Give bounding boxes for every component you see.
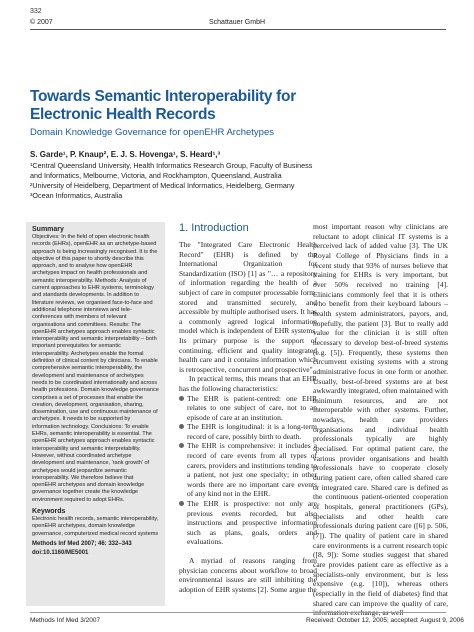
affiliations	[30, 161, 330, 201]
intro-paragraph: A myriad of reasons ranging from physician concerns about workflow to broad environmental issues are still inhibiting the adoption of EHR systems [2]. Some argue the	[179, 556, 317, 594]
bullet-icon	[179, 443, 184, 448]
footer-rule	[30, 612, 446, 613]
keywords-heading: Keywords	[32, 507, 66, 515]
intro-paragraph: In practical terms, this means that an EHR has the following characteristics:	[179, 374, 317, 393]
list-item-text: The EHR is comprehensive: it includes a record of care events from all types of carers, providers and institutions tending to a patient, not just one specialty; in other words there are no important care events of any kind not in the EHR.	[187, 441, 317, 499]
summary-box	[26, 222, 165, 606]
publisher: Schattauer GmbH	[209, 19, 266, 26]
list-item	[179, 394, 317, 423]
body-paragraph: most important reason why clinicians are reluctant to adopt clinical IT systems is a perceived lack of added value [3]. The UK Royal College of Physicians finds in a recent study that 93% of nurses believe that training for EHRs is very important, but over 50% received no training [4]. Clinicians commonly feel that it is others who benefit from their keyboard labours – health system administrators, payors, and, hopefully, the patient [3]. But to really add value for the clinician it is still often necessary to develop best-of-breed systems (e.g. [5]). Frequently, these systems then circumvent existing systems with a strong administrative focus in one form or another. Usually, best-of-breed systems are at best awkwardly integrated, often maintained with minimum resources, and are not interoperable with other systems. Further, nowadays, health care providers organisations and individual health professionals typically are highly specialised. For optimal patient care, the various provider organisations and health professionals have to cooperate closely during patient care, often called shared care or integrated care. Shared care is defined as the continuous patient-oriented cooperation of hospitals, general practitioners (GPs), specialists and other health care professionals during patient care ([6] p. 506, [7]). The quality of patient care in shared care environments is a current research topic ([8, 9]): Some studies suggest that shared care provides patient care as effective as a specialists-only environment, but is less expensive (e.g. [10]), whereas others (especially in the field of diabetes) find that shared care can improve the quality of care,	[313, 222, 448, 608]
footer-journal: Methods Inf Med 3/2007	[30, 617, 101, 624]
citation: Methods Inf Med 2007; 46: 332–343	[32, 540, 132, 547]
right-column	[313, 222, 448, 618]
bullet-icon	[179, 396, 184, 401]
summary-text: Objectives: In the field of open electronic health records (EHRs), openEHR as an archetype-based approach is being increasingly recognised. It is the objective of this paper to shortly describe this approach, and to analyse how openEHR archetypes impact on health professionals and semantic interoperability. Methods: Analysis of current approaches to EHR systems, terminology and standards developments. In addition to literature reviews, we organised face-to-face and additional telephone interviews and tele-conferences with members of relevant organisations and committees. Results: The openEHR archetypes approach enables syntactic interoperability and semantic interpretability – both important prerequisites for semantic interoperability. Archetypes enable the formal definition of clinical content by clinicians. To enable comprehensive semantic interoperability, the development and maintenance of archetypes needs to be coordinated internationally and across health professions. Domain knowledge governance comprises a set of processes that enable the creation, development, organisation, sharing, dissemination, use and continuous maintenance of archetypes. It needs to be supported by information technology. Conclusions: To enable EHRs, semantic interoperability is essential. The openEHR archetypes approach enables syntactic interoperability and semantic interpretability. However, without coordinated archetype development and maintenance, 'rank growth' of archetypes would jeopardize semantic interoperability. We therefore believe that openEHR archetypes and domain knowledge governance together create the knowledge environment required to adopt EHRs.	[32, 234, 159, 503]
bullet-icon	[179, 501, 184, 506]
intro-column	[179, 240, 317, 594]
list-item-text: The EHR is longitudinal: it is a long-term record of care, possibly birth to death.	[187, 422, 317, 441]
intro-heading: 1. Introduction	[179, 222, 249, 234]
doi: doi:10.1160/ME5001	[32, 549, 89, 556]
list-item	[179, 441, 317, 499]
copyright: © 2007	[30, 19, 53, 26]
subtitle: Domain Knowledge Governance for openEHR Archetypes	[30, 127, 274, 138]
affiliation-line: and Informatics, Melbourne, Victoria, and Rockhampton, Queensland, Australia	[30, 171, 282, 180]
intro-paragraph: The "Integrated Care Electronic Health Record" (EHR) is defined by the International Organization for Standardization (ISO) [1] as "… a repository of information regarding the health of a subject of care in computer processable form, stored and transmitted securely, and accessible by multiple authorised users. It has a commonly agreed logical information model which is independent of EHR systems. Its primary purpose is the support of continuing, efficient and quality integrated health care and it contains information which is retrospective, concurrent and prospective".	[179, 240, 317, 374]
keywords-text: Electronic health records, semantic interoperability, openEHR archetypes, domain knowledge governance, computerized medical record systems	[32, 515, 159, 537]
page-title: Towards Semantic Interoperability for Electronic Health Records	[30, 88, 296, 123]
affiliation-line: ²University of Heidelberg, Department of Medical Informatics, Heidelberg, Germany	[30, 181, 295, 190]
list-item-text: The EHR is patient-centred: one EHR relates to one subject of care, not to an episode of care at an institution.	[187, 393, 317, 422]
footer-dates: Received: October 12, 2005; accepted: August 9, 2006	[306, 617, 464, 624]
header-rule	[30, 29, 446, 30]
page-number: 332	[30, 8, 42, 15]
list-item	[179, 499, 317, 547]
authors: S. Garde¹, P. Knaup², E. J. S. Hovenga¹, S. Heard¹,³	[30, 150, 221, 159]
list-item	[179, 422, 317, 441]
affiliation-line: ³Ocean Informatics, Australia	[30, 191, 123, 200]
affiliation-line: ¹Central Queensland University, Health Informatics Research Group, Faculty of Business	[30, 161, 313, 170]
bullet-icon	[179, 424, 184, 429]
summary-heading: Summary	[32, 226, 64, 233]
list-item-text: The EHR is prospective: not only are previous events recorded, but also instructions and prospective information such as plans, goals, orders and evaluations.	[187, 499, 317, 547]
